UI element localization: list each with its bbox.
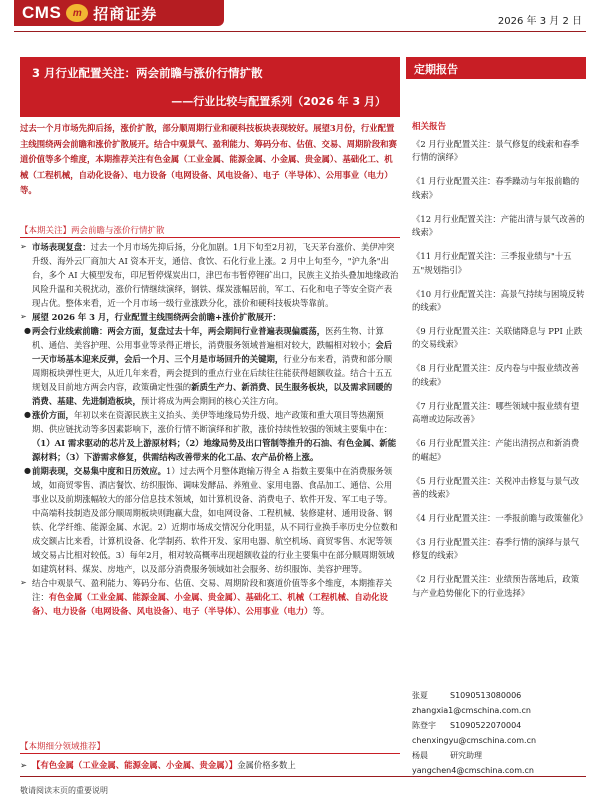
report-type-badge: 定期报告: [406, 57, 586, 79]
bullet-icon: ➢: [20, 312, 27, 321]
section-heading-recommendations: 【本期细分领域推荐】: [20, 740, 400, 754]
list-item: ➢ 市场表现复盘：过去一个月市场先抑后扬，分化加剧。1月下旬至2月初，飞天茅台涨价、美伊冲突升级、海外云厂商加大 AI 资本开支，通信、食饮、石化行业上涨。2 月中上旬至今，"沪九条"出台，多个 AI 大模型发布，印尼暂停煤炭出口，津巴布韦暂停锂矿出口，民族主义抬头叠加地缘政治风险升温和关税扰动，涨价行情继续演绎，钢铁、煤炭涨幅居前，军工、石化和电子等安全资产表现占优。整体来看，近一个月市场一级行业涨跌分化，涨价和硬科技板块等靠前。: [20, 242, 399, 308]
analyst-row: 杨晨 研究助理: [412, 751, 482, 760]
page-header: [0, 0, 600, 32]
related-report-link[interactable]: 《3 月行业配置关注：春季行情的演绎与景气修复的线索》: [412, 537, 580, 561]
main-body: [20, 240, 400, 618]
analyst-list: [412, 688, 586, 778]
analyst-email[interactable]: zhangxia1@cmschina.com.cn: [412, 706, 531, 715]
related-report-link[interactable]: 《7 月行业配置关注：哪些领域中报业绩有望高增或边际改善》: [412, 400, 580, 425]
report-title: 3 月行业配置关注：两会前瞻与涨价行情扩散: [32, 66, 263, 80]
analyst-row: 张夏 S1090513080006: [412, 691, 522, 700]
sub-bullet-icon: ●: [24, 326, 31, 335]
cms-logo: [14, 0, 224, 26]
list-item: ➢ 展望 2026 年 3 月，行业配置主线围绕两会前瞻+涨价扩散展开：: [20, 312, 281, 322]
bullet-icon: ➢: [20, 578, 27, 587]
report-series: ——行业比较与配置系列（2026 年 3 月）: [171, 95, 386, 108]
analyst-email[interactable]: yangchen4@cmschina.com.cn: [412, 766, 534, 775]
abstract-text: 过去一个月市场先抑后扬，涨价扩散，部分顺周期行业和硬科技板块表现较好。展望3月份，行业配置主线围绕两会前瞻和涨价扩散展开。结合中观景气、盈利能力、筹码分布、估值、交易、周期阶段和赛道价值等多个维度，本期推荐关注有色金属（工业金属、能源金属、小金属、贵金属）、基础化工、机械（工程机械，自动化设备）、电力设备（电网设备、风电设备）、电子（半导体）、公用事业（电力）等。: [20, 123, 397, 196]
header-divider: [14, 31, 586, 32]
report-title-bar: [20, 57, 400, 117]
related-report-link[interactable]: 《6 月行业配置关注：产能出清拐点和新消费的崛起》: [412, 438, 580, 462]
report-date: 2026 年 3 月 2 日: [497, 16, 582, 27]
related-report-link[interactable]: 《4 月行业配置关注：一季报前瞻与政策催化》: [412, 513, 588, 524]
related-report-link[interactable]: 《2 月行业配置关注：业绩预告落地后，政策与产业趋势催化下的行业选择》: [412, 574, 580, 598]
related-report-link[interactable]: 《1 月行业配置关注：春季躁动与年报前瞻的线索》: [412, 176, 580, 200]
page-footer: 敬请阅读末页的重要说明: [20, 776, 586, 796]
list-item: ➢ 【有色金属（工业金属、能源金属、小金属、贵金属）】金属价格多数上: [20, 760, 296, 770]
list-item: ➢ 结合中观景气、盈利能力、筹码分布、估值、交易、周期阶段和赛道价值等多个维度，本期推荐关注：有色金属（工业金属、能源金属、小金属、贵金属）、基础化工、机械（工程机械、自动化设备）、电力设备（电网设备、风电设备）、电子（半导体）、公用事业（电力）等。: [20, 578, 393, 616]
related-reports-label: 相关报告: [412, 122, 447, 132]
sub-bullet-icon: ●: [24, 410, 31, 419]
analyst-row: 陈登宇 S1090522070004: [412, 721, 522, 730]
bullet-icon: ➢: [20, 242, 27, 251]
section-heading-focus: 【本期关注】两会前瞻与涨价行情扩散: [20, 224, 400, 238]
related-report-link[interactable]: 《8 月行业配置关注：反内卷与中报业绩改善的线索》: [412, 363, 580, 387]
logo-text-cn: 招商证券: [93, 4, 158, 23]
sub-bullet-icon: ●: [24, 466, 31, 475]
related-report-link[interactable]: 《11 月行业配置关注：三季报业绩与"十五五"规划指引》: [412, 251, 572, 275]
related-report-link[interactable]: 《2 月行业配置关注：景气修复的线索和春季行情的演绎》: [412, 139, 580, 163]
bullet-icon: ➢: [20, 760, 28, 770]
list-item: ● 两会行业线索前瞻：两会方面，复盘过去十年，两会期间行业普遍表现偏震荡，医药生物、计算机、通信、美容护理、公用事业等录得正增长，消费服务领域普遍相对较大，跌幅相对较小；会后一天市场基本迎来反弹，会后一个月、三个月是市场回升的关键期，行业分布来看，消费和部分顺周期板块弹性更大，从近几年来看，两会提到的重点行业在后续往往能获得超额收益。结合十五五规划及目前地方两会内容，政策确定性强的新质生产力、新消费、民生服务板块，以及需求回暖的消费、基建、先进制造板块，预计将成为两会期间的核心关注方向。: [20, 324, 400, 408]
list-item: ● 前期表现，交易集中度和日历效应。1）过去两个月整体跑输万得全 A 指数主要集中在消费服务领域，如商贸零售、酒店餐饮、纺织服饰、调味发酵品、养殖业、家用电器、食品加工、通信、公用事业以及前期涨幅较大的部分信息技术领域，如计算机设备、消费电子、软件开发、军工电子等。中高端科技制造及部分顺周期板块则跑赢大盘，如电网设备、工程机械、装修建材、通用设备、钢铁、化学纤维、能源金属、水泥。2）近期市场成交情况分化明显，从不同行业换手率历史分位数和成交额占比来看，计算机设备、化学制药、软件开发、家用电器、航空机场、商贸零售、水泥等领域交易占比相对较低。3）每年2月，相对较高概率出现超额收益的行业主要集中在部分顺周期领域如建筑材料、煤炭、房地产，以及部分消费服务领域如社会服务、纺织服饰、美容护理等。: [20, 464, 400, 576]
logo-text-en: CMS: [22, 3, 62, 22]
logo-mark-icon: m: [66, 4, 88, 22]
analyst-email[interactable]: chenxingyu@cmschina.com.cn: [412, 736, 537, 745]
related-reports-panel: [412, 120, 586, 611]
related-report-link[interactable]: 《12 月行业配置关注：产能出清与景气改善的线索》: [412, 213, 585, 238]
list-item: ● 涨价方面，年初以来在资源民族主义抬头、美伊等地缘局势升级、地产政策和重大项目等热潮预期、供应链扰动等多因素影响下，涨价行情不断演绎和扩散，涨价持续性较强的领域主要集中在：（1）AI 需求驱动的芯片及上游原材料；（2）地缘局势及出口管制等推升的石油、有色金属、新能源材料；（3）下游需求修复，供需结构改善带来的化工品、农产品价格上涨。: [20, 408, 400, 464]
related-report-link[interactable]: 《10 月行业配置关注：高景气持续与困境反转的线索》: [412, 288, 585, 313]
related-report-link[interactable]: 《5 月行业配置关注：关税冲击修复与景气改善的线索》: [412, 475, 580, 500]
related-report-link[interactable]: 《9 月行业配置关注：关联储降息与 PPI 止跌的交易线索》: [412, 326, 583, 350]
